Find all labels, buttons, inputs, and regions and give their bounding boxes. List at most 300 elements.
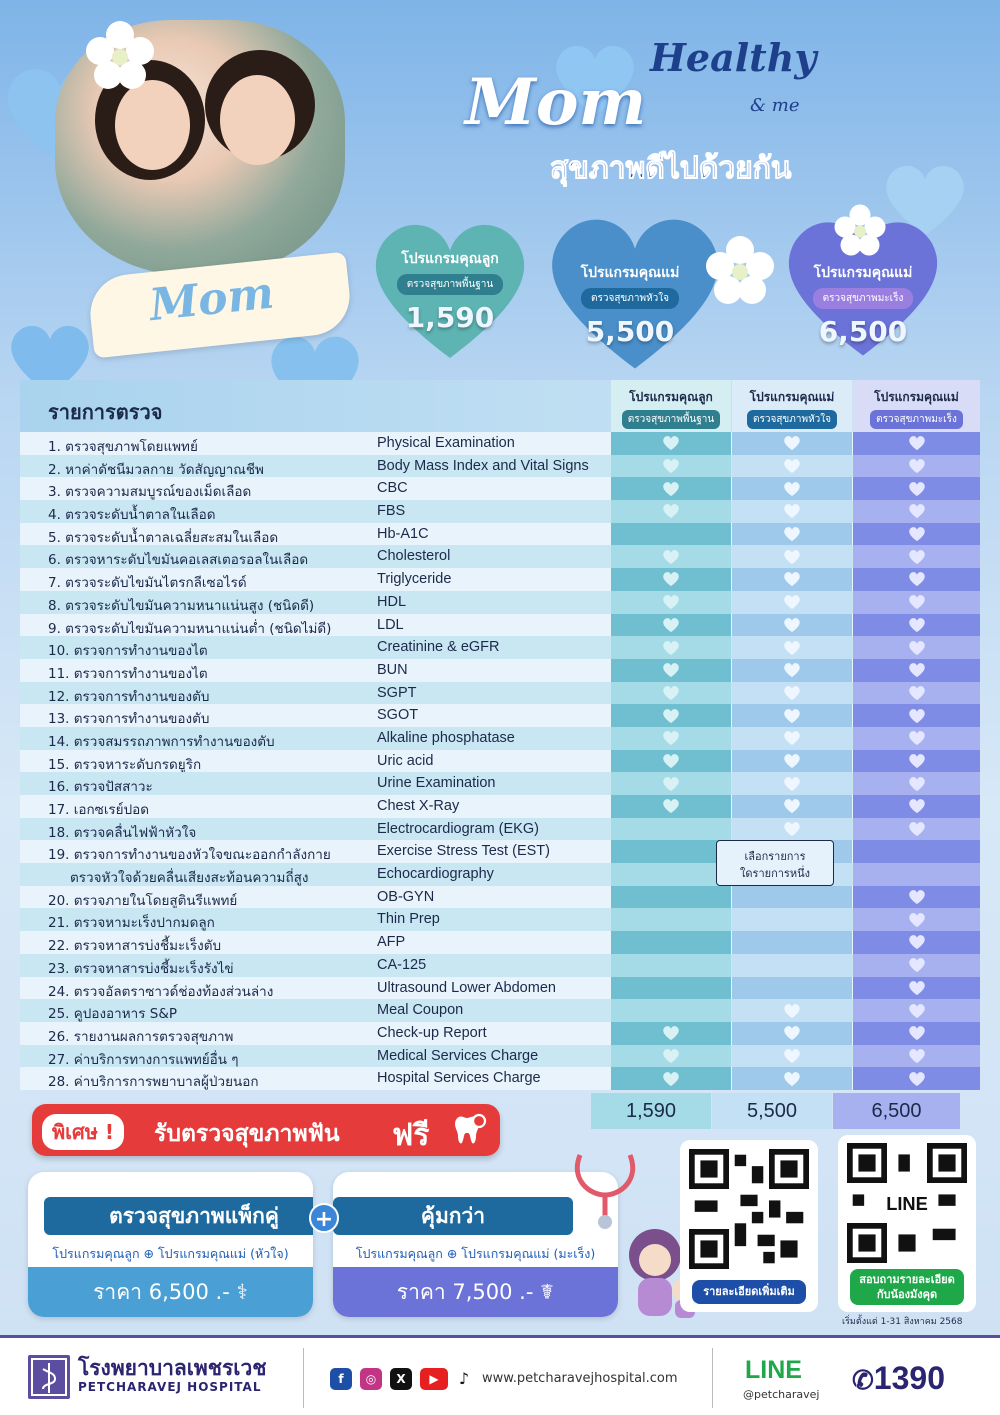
package-sub-a: โปรแกรมคุณลูก — [355, 1246, 443, 1261]
check-cell — [732, 886, 852, 909]
check-cell — [611, 614, 731, 637]
check-heart-icon — [908, 549, 926, 565]
check-heart-icon — [662, 798, 680, 814]
line-label: LINE — [745, 1356, 802, 1384]
check-cell — [611, 727, 731, 750]
exam-name-th: 3. ตรวจความสมบูรณ์ของเม็ดเลือด — [48, 484, 252, 501]
hero-section — [0, 0, 1000, 380]
check-cell — [732, 455, 852, 478]
exam-table — [20, 380, 980, 1090]
exam-name-th: 5. ตรวจระดับน้ำตาลเฉลี่ยสะสมในเลือด — [48, 529, 279, 546]
check-heart-icon — [908, 730, 926, 746]
more-details-button[interactable]: รายละเอียดเพิ่มเติม — [692, 1280, 806, 1304]
check-cell — [611, 772, 731, 795]
table-row — [20, 908, 980, 931]
table-row — [20, 591, 980, 614]
check-heart-icon — [908, 912, 926, 928]
line-button-text-2: กับน้องมังคุด — [876, 1288, 938, 1301]
exam-name-th: 9. ตรวจระดับไขมันความหนาแน่นต่ำ (ชนิดไม่ดี) — [48, 620, 332, 637]
program-price: 5,500 — [585, 315, 675, 348]
check-heart-icon — [783, 798, 801, 814]
check-heart-icon — [662, 1025, 680, 1041]
check-heart-icon — [783, 549, 801, 565]
check-heart-icon — [908, 481, 926, 497]
exam-name-th: 12. ตรวจการทำงานของตับ — [48, 688, 210, 705]
total-price-heart: 5,500 — [712, 1093, 832, 1129]
exam-name-th: 25. คูปองอาหาร S&P — [48, 1006, 178, 1023]
check-heart-icon — [908, 708, 926, 724]
exam-name-th: 28. ค่าบริการการพยาบาลผู้ป่วยนอก — [48, 1074, 259, 1091]
choose-note-line-2: ใดรายการหนึ่ง — [740, 867, 810, 880]
check-heart-icon — [662, 571, 680, 587]
campaign-title — [455, 25, 835, 205]
check-cell — [732, 1067, 852, 1090]
check-cell — [732, 682, 852, 705]
table-row — [20, 772, 980, 795]
column-badge: ตรวจสุขภาพพื้นฐาน — [622, 410, 720, 429]
facebook-icon[interactable]: f — [330, 1368, 352, 1390]
check-heart-icon — [908, 776, 926, 792]
check-heart-icon — [908, 685, 926, 701]
check-cell — [732, 432, 852, 455]
check-cell — [853, 1045, 980, 1068]
check-heart-icon — [662, 708, 680, 724]
check-cell — [853, 636, 980, 659]
check-heart-icon — [662, 481, 680, 497]
check-cell — [611, 999, 731, 1022]
instagram-icon[interactable]: ◎ — [360, 1368, 382, 1390]
program-name: โปรแกรมคุณแม่ — [813, 265, 913, 281]
exam-name-en: Hb-A1C — [377, 525, 429, 542]
special-tag: พิเศษ ! — [42, 1114, 124, 1150]
check-cell — [611, 977, 731, 1000]
column-badge: ตรวจสุขภาพหัวใจ — [747, 410, 837, 429]
check-heart-icon — [783, 662, 801, 678]
check-cell — [732, 931, 852, 954]
total-price-kid: 1,590 — [591, 1093, 711, 1129]
package-subtitle: โปรแกรมคุณลูก ⊕ โปรแกรมคุณแม่ (หัวใจ) — [52, 1246, 289, 1261]
check-heart-icon — [662, 594, 680, 610]
check-cell — [732, 818, 852, 841]
check-cell — [853, 750, 980, 773]
check-cell — [853, 795, 980, 818]
package-price-text: ราคา 6,500 .- — [93, 1280, 230, 1304]
check-cell — [611, 795, 731, 818]
package-sub-b: โปรแกรมคุณแม่ (หัวใจ) — [157, 1246, 289, 1261]
check-cell — [732, 1045, 852, 1068]
exam-name-en: SGOT — [377, 707, 419, 724]
youtube-icon[interactable]: ▶ — [420, 1368, 448, 1390]
hospital-name-th: โรงพยาบาลเพชรเวช — [78, 1356, 267, 1380]
check-heart-icon — [662, 776, 680, 792]
exam-name-en: Check-up Report — [377, 1024, 487, 1041]
check-heart-icon — [908, 571, 926, 587]
check-cell — [611, 545, 731, 568]
check-heart-icon — [662, 435, 680, 451]
check-cell — [611, 1067, 731, 1090]
plus-icon: + — [309, 1203, 339, 1233]
exam-name-en: FBS — [377, 503, 406, 520]
flower-icon — [80, 15, 160, 95]
table-row — [20, 727, 980, 750]
exam-name-en: HDL — [377, 593, 407, 610]
column-name: โปรแกรมคุณลูก — [629, 390, 713, 404]
table-row — [20, 954, 980, 977]
check-heart-icon — [783, 1071, 801, 1087]
divider — [712, 1348, 713, 1408]
check-heart-icon — [908, 458, 926, 474]
table-row — [20, 818, 980, 841]
check-cell — [611, 818, 731, 841]
check-heart-icon — [662, 549, 680, 565]
check-heart-icon — [783, 458, 801, 474]
check-cell — [732, 977, 852, 1000]
check-cell — [853, 568, 980, 591]
check-heart-icon — [908, 1003, 926, 1019]
phone-icon: ✆ — [852, 1365, 874, 1395]
table-row — [20, 500, 980, 523]
check-cell — [611, 500, 731, 523]
exam-name-th: 13. ตรวจการทำงานของตับ — [48, 711, 210, 728]
table-row — [20, 795, 980, 818]
check-cell — [732, 591, 852, 614]
check-cell — [853, 477, 980, 500]
exam-name-th: 14. ตรวจสมรรถภาพการทำงานของตับ — [48, 733, 275, 750]
check-heart-icon — [783, 753, 801, 769]
table-row — [20, 1045, 980, 1068]
check-cell — [853, 614, 980, 637]
exam-name-en: Cholesterol — [377, 548, 451, 565]
exam-name-en: AFP — [377, 934, 406, 951]
check-cell — [732, 545, 852, 568]
check-heart-icon — [783, 685, 801, 701]
check-cell — [853, 818, 980, 841]
check-heart-icon — [908, 753, 926, 769]
footer — [0, 1335, 1000, 1415]
table-row — [20, 704, 980, 727]
title-me: & me — [750, 95, 800, 116]
check-heart-icon — [783, 571, 801, 587]
program-kid — [385, 248, 515, 334]
check-heart-icon — [783, 708, 801, 724]
exam-name-en: SGPT — [377, 684, 417, 701]
check-cell — [611, 1022, 731, 1045]
qr-code-details[interactable] — [680, 1140, 818, 1312]
exam-name-en: Exercise Stress Test (EST) — [377, 843, 550, 860]
exam-name-th: 2. หาค่าดัชนีมวลกาย วัดสัญญาณชีพ — [48, 461, 264, 478]
total-price-cancer: 6,500 — [833, 1093, 960, 1129]
check-heart-icon — [662, 662, 680, 678]
table-body — [20, 432, 980, 1090]
website-link[interactable]: www.petcharavejhospital.com — [482, 1371, 678, 1386]
x-icon[interactable]: X — [390, 1368, 412, 1390]
free-label: ฟรี — [392, 1118, 430, 1153]
check-cell — [853, 999, 980, 1022]
check-heart-icon — [662, 617, 680, 633]
check-cell — [611, 682, 731, 705]
check-heart-icon — [908, 435, 926, 451]
hospital-name-en: PETCHARAVEJ HOSPITAL — [78, 1380, 262, 1394]
check-heart-icon — [662, 685, 680, 701]
check-cell — [732, 500, 852, 523]
check-cell — [732, 954, 852, 977]
exam-name-th: ตรวจหัวใจด้วยคลื่นเสียงสะท้อนความถี่สูง — [70, 870, 309, 887]
check-cell — [732, 908, 852, 931]
check-heart-icon — [908, 889, 926, 905]
check-cell — [611, 954, 731, 977]
package-subtitle: โปรแกรมคุณลูก ⊕ โปรแกรมคุณแม่ (มะเร็ง) — [355, 1246, 596, 1261]
table-row — [20, 999, 980, 1022]
line-button-text-1: สอบถามรายละเอียด — [859, 1273, 955, 1286]
title-thai: สุขภาพดีไปด้วยกัน — [550, 151, 792, 186]
column-header-cancer — [853, 380, 980, 432]
program-price: 6,500 — [818, 315, 908, 348]
package-card-heart[interactable] — [28, 1172, 313, 1317]
check-heart-icon — [908, 526, 926, 542]
flower-icon — [830, 200, 890, 260]
program-name: โปรแกรมคุณลูก — [401, 251, 499, 267]
exam-name-en: Body Mass Index and Vital Signs — [377, 457, 589, 474]
check-heart-icon — [908, 1071, 926, 1087]
column-header-heart — [732, 380, 852, 432]
check-cell — [611, 840, 731, 863]
table-row — [20, 977, 980, 1000]
check-cell — [853, 908, 980, 931]
program-badge: ตรวจสุขภาพมะเร็ง — [813, 288, 914, 309]
exam-name-th: 7. ตรวจระดับไขมันไตรกลีเซอไรด์ — [48, 575, 247, 592]
check-cell — [611, 477, 731, 500]
check-heart-icon — [662, 503, 680, 519]
program-heart — [565, 262, 695, 348]
line-contact-button[interactable] — [850, 1269, 964, 1305]
hotline[interactable] — [852, 1360, 945, 1397]
tiktok-icon[interactable]: ♪ — [453, 1368, 475, 1390]
check-cell — [611, 931, 731, 954]
exam-name-en: Urine Examination — [377, 775, 496, 792]
line-qr-label: LINE — [886, 1192, 928, 1214]
check-cell — [732, 704, 852, 727]
ribbon-text: Mom — [147, 267, 277, 332]
exam-name-th: 18. ตรวจคลื่นไฟฟ้าหัวใจ — [48, 824, 197, 841]
check-cell — [732, 477, 852, 500]
check-heart-icon — [908, 640, 926, 656]
check-cell — [732, 772, 852, 795]
check-cell — [853, 500, 980, 523]
exam-name-en: Alkaline phosphatase — [377, 729, 515, 746]
check-heart-icon — [783, 730, 801, 746]
qr-code-line[interactable] — [838, 1135, 976, 1312]
exam-name-th: 27. ค่าบริการทางการแพทย์อื่น ๆ — [48, 1051, 239, 1068]
table-row — [20, 568, 980, 591]
exam-name-th: 19. ตรวจการทำงานของหัวใจขณะออกกำลังกาย — [48, 847, 331, 864]
check-cell — [853, 523, 980, 546]
table-row — [20, 682, 980, 705]
check-cell — [853, 1067, 980, 1090]
check-cell — [611, 432, 731, 455]
package-title: ตรวจสุขภาพแพ็กคู่ — [44, 1197, 313, 1235]
heart-decoration-icon — [5, 320, 95, 380]
table-row — [20, 1067, 980, 1090]
special-offer-banner — [32, 1104, 500, 1156]
exam-name-en: BUN — [377, 661, 408, 678]
check-cell — [853, 704, 980, 727]
check-cell — [611, 704, 731, 727]
check-heart-icon — [908, 798, 926, 814]
column-header-kid — [611, 380, 731, 432]
special-text: รับตรวจสุขภาพฟัน — [154, 1121, 340, 1147]
choose-one-note — [716, 840, 834, 886]
check-cell — [853, 931, 980, 954]
check-cell — [732, 1022, 852, 1045]
exam-name-en: Creatinine & eGFR — [377, 639, 500, 656]
check-heart-icon — [908, 957, 926, 973]
check-cell — [611, 636, 731, 659]
exam-name-th: 26. รายงานผลการตรวจสุขภาพ — [48, 1028, 234, 1045]
check-heart-icon — [908, 594, 926, 610]
check-heart-icon — [783, 1048, 801, 1064]
check-cell — [853, 432, 980, 455]
check-cell — [853, 682, 980, 705]
check-cell — [611, 591, 731, 614]
table-row — [20, 545, 980, 568]
check-heart-icon — [908, 934, 926, 950]
table-row — [20, 523, 980, 546]
program-badge: ตรวจสุขภาพหัวใจ — [581, 288, 679, 309]
line-id[interactable]: @petcharavej — [743, 1388, 820, 1401]
stethoscope-decoration-icon — [570, 1150, 640, 1230]
title-mom: Mom — [465, 65, 647, 140]
exam-name-th: 22. ตรวจหาสารบ่งชี้มะเร็งตับ — [48, 938, 222, 955]
check-heart-icon — [783, 640, 801, 656]
package-price — [333, 1267, 618, 1317]
table-row — [20, 614, 980, 637]
table-row — [20, 455, 980, 478]
check-cell — [611, 568, 731, 591]
check-cell — [611, 750, 731, 773]
check-heart-icon — [783, 821, 801, 837]
program-name: โปรแกรมคุณแม่ — [580, 265, 680, 281]
table-row — [20, 659, 980, 682]
program-cancer — [798, 262, 928, 348]
check-heart-icon — [783, 594, 801, 610]
tooth-icon — [452, 1112, 488, 1148]
package-sub-a: โปรแกรมคุณลูก — [52, 1246, 140, 1261]
check-heart-icon — [783, 776, 801, 792]
table-row — [20, 886, 980, 909]
exam-name-en: CA-125 — [377, 956, 427, 973]
program-price: 1,590 — [405, 301, 495, 334]
exam-name-en: Hospital Services Charge — [377, 1070, 541, 1087]
check-heart-icon — [662, 730, 680, 746]
check-cell — [732, 659, 852, 682]
package-sub-b: โปรแกรมคุณแม่ (มะเร็ง) — [461, 1246, 596, 1261]
check-heart-icon — [662, 640, 680, 656]
exam-name-th: 11. ตรวจการทำงานของไต — [48, 665, 208, 682]
check-cell — [853, 659, 980, 682]
package-price — [28, 1267, 313, 1317]
exam-name-en: Thin Prep — [377, 911, 440, 928]
check-cell — [611, 886, 731, 909]
table-row — [20, 1022, 980, 1045]
check-heart-icon — [783, 481, 801, 497]
exam-name-en: Physical Examination — [377, 435, 515, 451]
check-heart-icon — [662, 1048, 680, 1064]
stethoscope-icon: ⚕ — [236, 1280, 248, 1304]
exam-name-th: 20. ตรวจภายในโดยสูตินรีแพทย์ — [48, 892, 238, 909]
check-cell — [853, 977, 980, 1000]
check-cell — [732, 636, 852, 659]
check-heart-icon — [908, 617, 926, 633]
exam-name-en: Chest X-Ray — [377, 798, 460, 814]
check-cell — [732, 568, 852, 591]
exam-name-th: 15. ตรวจหาระดับกรดยูริก — [48, 756, 202, 773]
exam-name-th: 21. ตรวจหามะเร็งปากมดลูก — [48, 915, 215, 932]
check-heart-icon — [662, 753, 680, 769]
package-title: คุ้มกว่า — [333, 1197, 573, 1235]
check-cell — [732, 727, 852, 750]
exam-name-th: 10. ตรวจการทำงานของไต — [48, 643, 208, 660]
check-cell — [611, 1045, 731, 1068]
check-heart-icon — [908, 662, 926, 678]
table-row — [20, 636, 980, 659]
check-cell — [611, 455, 731, 478]
table-header — [20, 380, 980, 432]
table-row — [20, 840, 980, 863]
check-heart-icon — [783, 503, 801, 519]
hotline-number: 1390 — [873, 1360, 945, 1396]
qr-code-icon — [689, 1149, 809, 1269]
exam-name-en: Echocardiography — [377, 866, 494, 883]
check-heart-icon — [783, 1025, 801, 1041]
check-heart-icon — [908, 1048, 926, 1064]
total-prices — [591, 1093, 960, 1129]
exam-name-th: 6. ตรวจหาระดับไขมันคอเลสเตอรอลในเลือด — [48, 552, 309, 569]
exam-name-en: OB-GYN — [377, 888, 435, 905]
column-badge: ตรวจสุขภาพมะเร็ง — [870, 410, 963, 429]
exam-name-th: 23. ตรวจหาสารบ่งชี้มะเร็งรังไข่ — [48, 960, 234, 977]
check-heart-icon — [908, 503, 926, 519]
check-cell — [853, 1022, 980, 1045]
check-heart-icon — [662, 458, 680, 474]
exam-name-en: Medical Services Charge — [377, 1047, 539, 1064]
exam-name-en: Ultrasound Lower Abdomen — [377, 979, 556, 996]
check-heart-icon — [783, 526, 801, 542]
check-cell — [732, 999, 852, 1022]
check-cell — [853, 545, 980, 568]
check-heart-icon — [908, 980, 926, 996]
check-heart-icon — [783, 1003, 801, 1019]
check-cell — [732, 795, 852, 818]
check-cell — [853, 886, 980, 909]
check-cell — [853, 772, 980, 795]
line-qr-code-icon — [847, 1143, 967, 1263]
divider — [303, 1348, 304, 1408]
exam-name-en: Uric acid — [377, 752, 434, 769]
table-row — [20, 750, 980, 773]
check-heart-icon — [662, 1071, 680, 1087]
check-cell — [732, 523, 852, 546]
check-cell — [853, 591, 980, 614]
check-heart-icon — [783, 617, 801, 633]
exam-name-th: 1. ตรวจสุขภาพโดยแพทย์ — [48, 439, 198, 455]
check-heart-icon — [908, 821, 926, 837]
program-badge: ตรวจสุขภาพพื้นฐาน — [397, 274, 503, 295]
check-heart-icon — [783, 435, 801, 451]
table-title: รายการตรวจ — [48, 400, 163, 424]
check-cell — [853, 455, 980, 478]
hospital-logo-icon — [28, 1355, 70, 1399]
exam-name-en: LDL — [377, 616, 404, 633]
